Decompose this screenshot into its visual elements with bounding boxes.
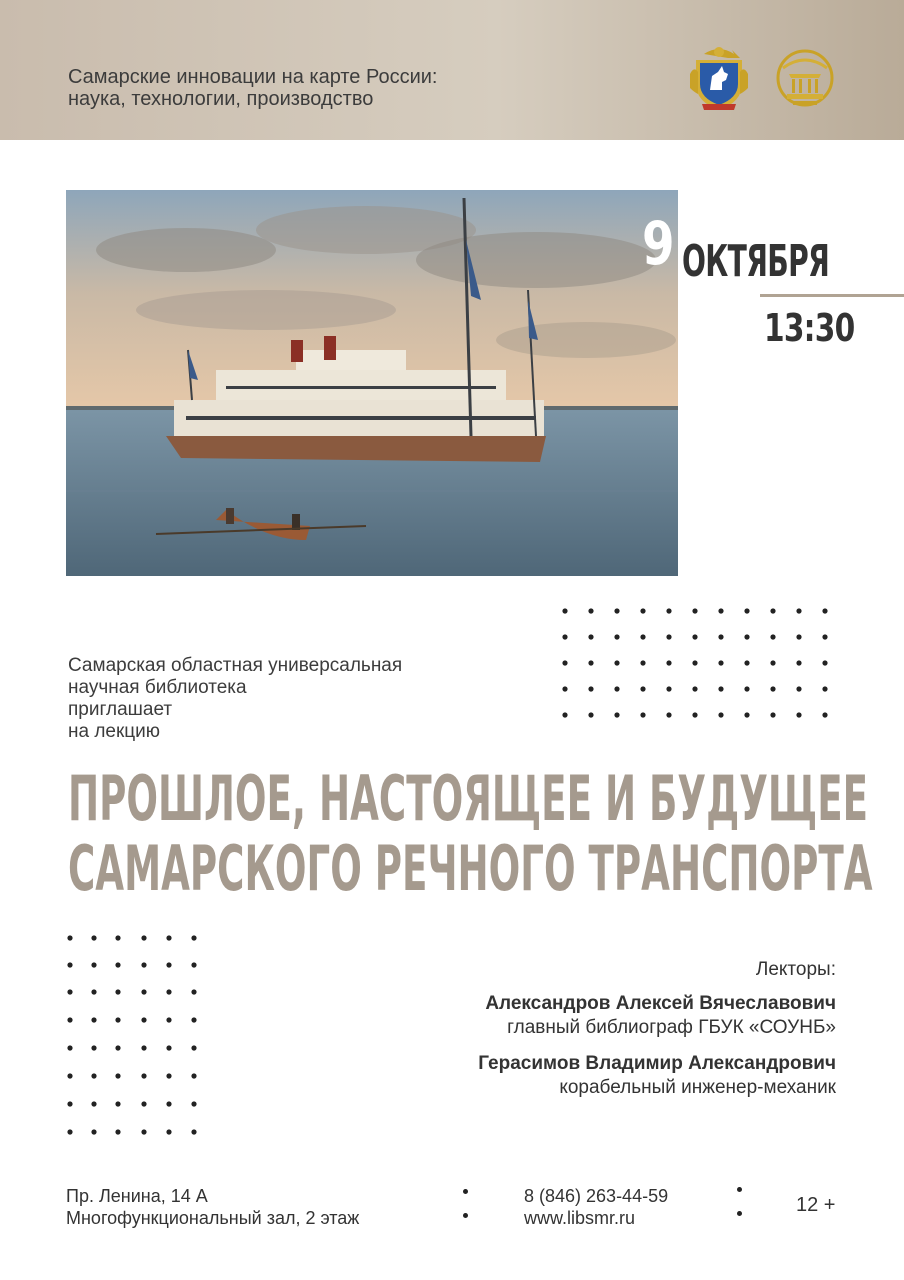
website-link[interactable]: www.libsmr.ru [524,1208,636,1228]
lecturers-block [380,958,836,1112]
footer-dot [737,1187,742,1192]
address-hall: Многофункциональный зал, 2 этаж [66,1208,360,1228]
footer-dot [463,1189,468,1194]
event-day: 9 [642,209,674,279]
lecture-title-line2: САМАРСКОГО РЕЧНОГО ТРАНСПОРТА [68,832,873,905]
lecturer-role: главный библиограф ГБУК «СОУНБ» [507,1017,836,1038]
age-rating: 12 + [796,1194,836,1216]
lecture-title-line1: ПРОШЛОЕ, НАСТОЯЩЕЕ И БУДУЩЕЕ [68,762,869,835]
invite-text [68,655,528,743]
steamship-photo [66,190,678,576]
contacts [524,1185,668,1229]
library-emblem-icon [775,44,835,112]
lecturers-heading: Лекторы: [755,959,836,980]
event-month: ОКТЯБРЯ [682,236,830,287]
lecture-title [68,762,873,905]
invite-line4: на лекцию [68,721,161,742]
series-title-line1: Самарские инновации на карте России: [68,66,438,88]
lecturer-name: Герасимов Владимир Александрович [478,1053,836,1074]
venue-address [66,1185,359,1229]
invite-line3: приглашает [68,699,173,720]
dot-pattern-right [560,606,840,736]
header-band [0,0,904,140]
event-time: 13:30 [764,306,855,350]
invite-line2: научная библиотека [68,677,247,698]
series-title-line2: наука, технологии, производство [68,88,374,110]
date-divider [760,294,904,297]
series-title [68,66,628,110]
lecturer-role: корабельный инженер-механик [559,1077,836,1098]
coat-of-arms-icon [688,44,750,112]
footer-dot [463,1213,468,1218]
phone-number[interactable]: 8 (846) 263-44-59 [524,1186,669,1206]
dot-pattern-left [66,934,206,1144]
footer-dot [737,1211,742,1216]
lecturer-name: Александров Алексей Вячеславович [485,993,836,1014]
address-street: Пр. Ленина, 14 А [66,1186,208,1206]
invite-line1: Самарская областная универсальная [68,655,403,676]
